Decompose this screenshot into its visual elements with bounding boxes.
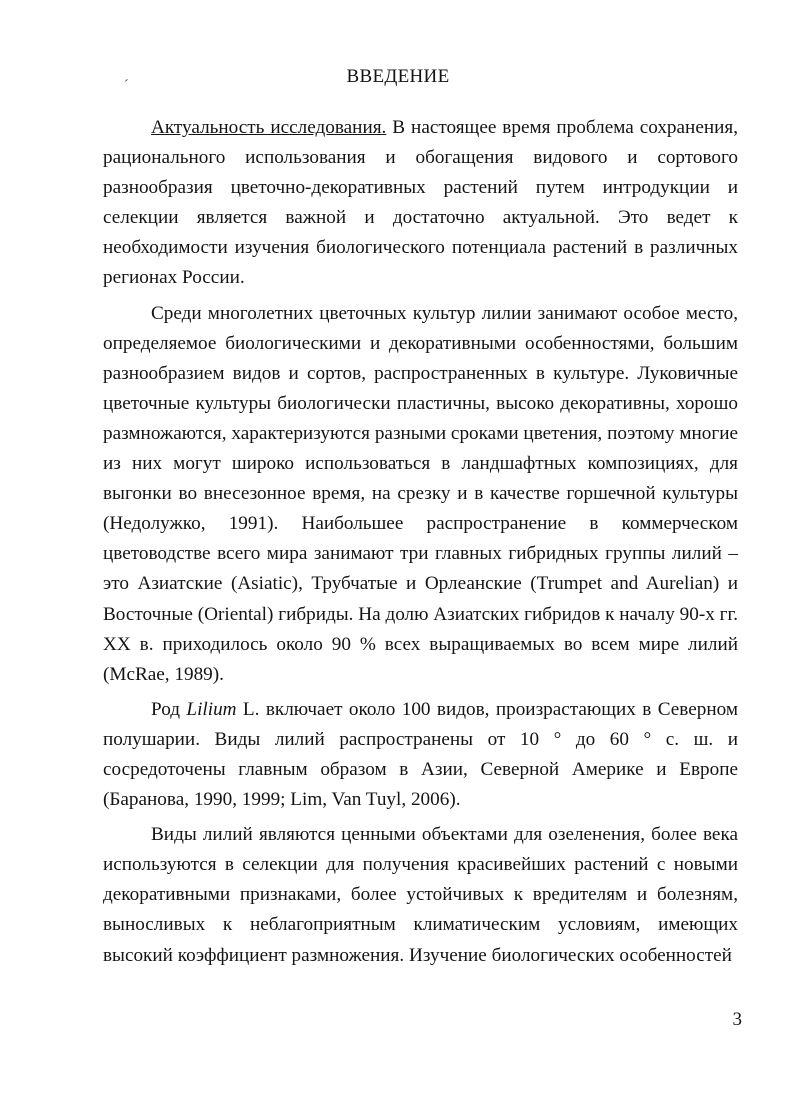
paragraph-text: В настоящее время проблема сохранения, рационального использования и обогащения видового и сортового разнообразия цветочно-декоративных растений путем интродукции и селекции является важной и достаточно актуальной. Это ведет к необходимости изучения биологического потенциала растений в различных регионах России.: [103, 117, 738, 289]
relevance-heading: Актуальность исследования.: [151, 117, 387, 138]
paragraph-text: Виды лилий являются ценными объектами для озеленения, более века используются в селекции для получения красивейших растений с новыми декоративными признаками, более устойчивых к вредителям и болезням, выносливых к неблагоприятным климатическим условиям, имеющих высокий коэффициент размножения. Изучение биологических особенностей: [103, 824, 738, 966]
paragraph-lilies-culture: [103, 299, 738, 690]
genus-name: Lilium: [186, 698, 237, 720]
paragraph-text-pre: Род: [151, 698, 187, 720]
paragraph-text: L. включает около 100 видов, произрастающих в Северном полушарии. Виды лилий распространены от 10 ° до 60 ° с. ш. и сосредоточены главным образом в Азии, Северной Америке и Европе (Баранова, 1990, 1999; Lim, Van Tuyl, 2006).: [103, 698, 738, 811]
paragraph-species-value: [103, 820, 738, 970]
paragraph-genus-lilium: [103, 695, 738, 815]
body-text: [103, 113, 738, 971]
page-number: 3: [732, 1009, 742, 1030]
page-title: ВВЕДЕНИЕ: [346, 66, 450, 87]
paragraph-relevance: [103, 113, 738, 294]
paragraph-text: Среди многолетних цветочных культур лилии занимают особое место, определяемое биологическими и декоративными особенностями, большим разнообразием видов и сортов, распространенных в культуре. Луковичные цветочные культуры биологически пластичны, высоко декоративны, хорошо размножаются, характеризуются разными сроками цветения, поэтому многие из них могут широко использоваться в ландшафтных композициях, для выгонки во внесезонное время, на срезку и в качестве горшечной культуры (Недолужко, 1991). Наибольшее распространение в коммерческом цветоводстве всего мира занимают три главных гибридных группы лилий – это Азиатские (Asiatic), Трубчатые и Орлеанские (Trumpet and Aurelian) и Восточные (Oriental) гибриды. На долю Азиатских гибридов к началу 90-х гг. XX в. приходилось около 90 % всех выращиваемых во всем мире лилий (McRae, 1989).: [103, 302, 738, 685]
stray-mark: ´: [124, 78, 129, 93]
